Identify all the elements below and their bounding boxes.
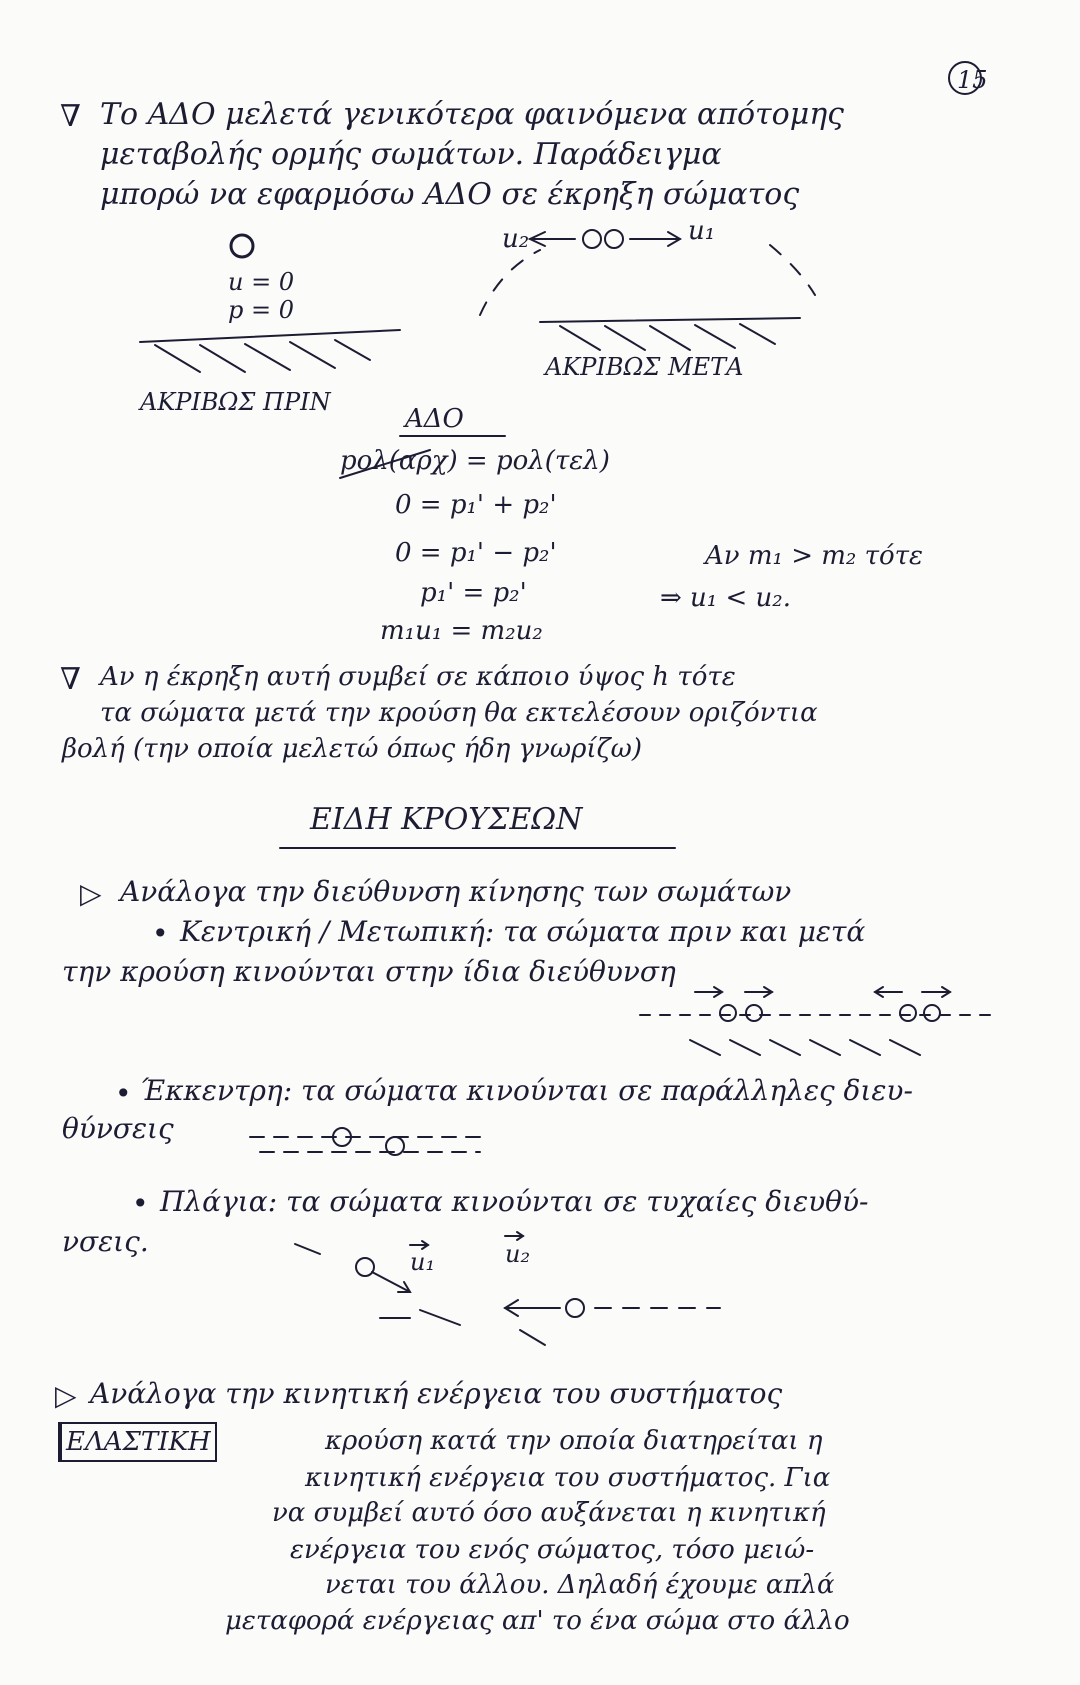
triangle-bullet: ∇ [60, 99, 81, 134]
by-energy-line: Ανάλογα την κινητική ενέργεια του συστήματος [90, 1377, 783, 1410]
ado-title: ΑΔΟ [405, 404, 464, 434]
intro-line-2: μεταβολής ορμής σωμάτων. Παράδειγμα [100, 137, 722, 172]
ado-eq-3: 0 = p₁' − p₂' [395, 538, 557, 568]
intro-line-3: μπορώ να εφαρμόσω ΑΔΟ σε έκρηξη σώματος [100, 177, 800, 212]
ado-eq-4: p₁' = p₂' [420, 578, 527, 608]
oblique-line-2: νσεις. [62, 1225, 149, 1258]
before-label: ΑΚΡΙΒΩΣ ΠΡΙΝ [140, 388, 331, 416]
ground-before-line [140, 330, 400, 342]
oblique-line-1: Πλάγια: τα σώματα κινούνται σε τυχαίες διευθύ- [160, 1185, 869, 1218]
central-line-2: την κρούση κινούνται στην ίδια διεύθυνση [62, 955, 676, 988]
ado-side-1: Αν m₁ > m₂ τότε [705, 541, 923, 571]
elastic-line-5: νεται του άλλου. Δηλαδή έχουμε απλά [325, 1570, 835, 1600]
arrow-bullet: ▷ [55, 1379, 77, 1412]
elastic-line-2: κινητική ενέργεια του συστήματος. Για [305, 1463, 831, 1493]
dot-bullet: • [152, 917, 169, 950]
intro-line-1: Το ΑΔΟ μελετά γενικότερα φαινόμενα απότομης [100, 97, 844, 132]
elastic-line-3: να συμβεί αυτό όσο αυξάνεται η κινητική [272, 1498, 826, 1528]
eccentric-line-1: Έκκεντρη: τα σώματα κινούνται σε παράλληλες διευ- [140, 1074, 913, 1107]
ado-side-2: ⇒ u₁ < u₂. [660, 583, 791, 613]
ado-eq-2: 0 = p₁' + p₂' [395, 490, 557, 520]
oblique-u1-label: u₁ [410, 1248, 436, 1276]
note-line-1: Αν η έκρηξη αυτή συμβεί σε κάποιο ύψος h τότε [100, 662, 736, 692]
eccentric-line-2: θύνσεις [62, 1112, 174, 1145]
trajectory-right [770, 245, 815, 295]
corner-mark: 15 [957, 66, 988, 94]
velocity-zero-label: u = 0 [228, 268, 295, 296]
central-line-1: Κεντρική / Μετωπική: τα σώματα πριν και μετά [180, 915, 866, 948]
u2-label: u₂ [502, 224, 530, 254]
trajectory-left [480, 250, 540, 315]
elastic-line-6: μεταφορά ενέργειας απ' το ένα σώμα στο άλλο [225, 1606, 850, 1636]
ado-eq-5: m₁u₁ = m₂u₂ [380, 616, 543, 646]
types-title: ΕΙΔΗ ΚΡΟΥΣΕΩΝ [310, 802, 583, 837]
dot-bullet: • [132, 1187, 149, 1220]
elastic-line-1: κρούση κατά την οποία διατηρείται η [325, 1426, 823, 1456]
after-label: ΑΚΡΙΒΩΣ ΜΕΤΑ [545, 353, 744, 381]
ado-eq-1: pολ(αρχ) = pολ(τελ) [340, 446, 610, 476]
u1-label: u₁ [688, 216, 716, 246]
dot-bullet: • [115, 1077, 132, 1110]
note-line-2: τα σώματα μετά την κρούση θα εκτελέσουν οριζόντια [100, 698, 818, 728]
ground-after-line [540, 318, 800, 322]
elastic-line-4: ενέργεια του ενός σώματος, τόσο μειώ- [290, 1535, 815, 1565]
triangle-bullet: ∇ [60, 662, 81, 697]
oblique-u2-label: u₂ [505, 1240, 531, 1268]
elastic-box-label: ΕΛΑΣΤΙΚΗ [58, 1422, 217, 1462]
arrow-bullet: ▷ [80, 877, 102, 910]
note-line-3: βολή (την οποία μελετώ όπως ήδη γνωρίζω) [62, 734, 643, 764]
body-before-circle [231, 235, 253, 257]
momentum-zero-label: p = 0 [228, 296, 294, 324]
by-direction-line: Ανάλογα την διεύθυνση κίνησης των σωμάτων [120, 875, 792, 908]
